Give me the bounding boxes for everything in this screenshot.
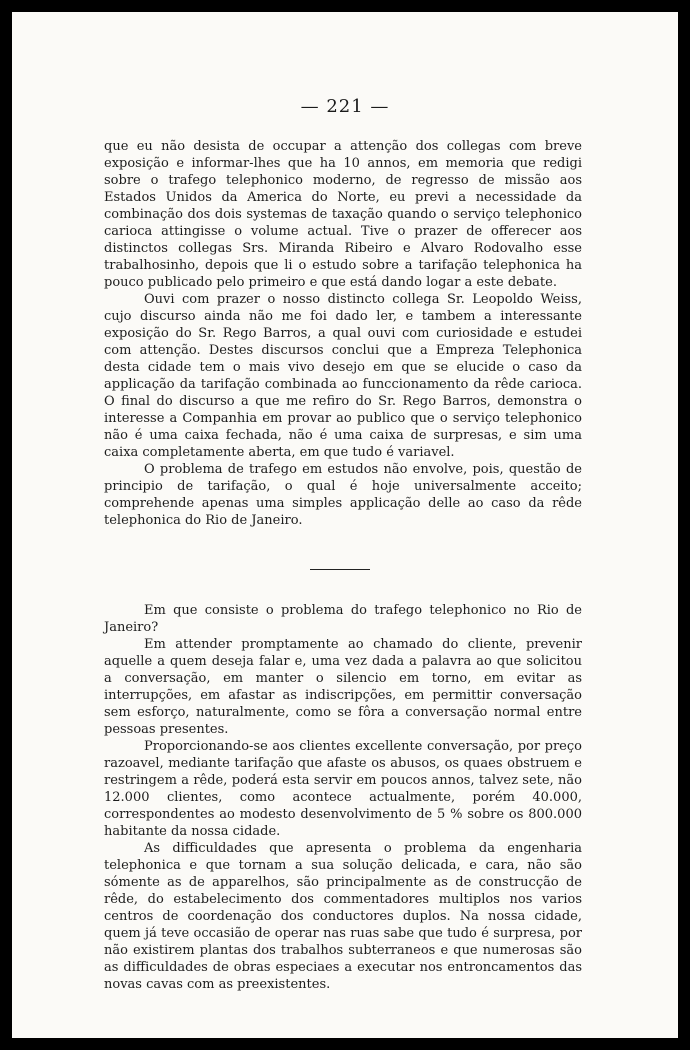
text-section-2: [104, 602, 582, 993]
paragraph: Proporcionando-se aos clientes excellente conversação, por preço razoavel, mediante tarifação que afaste os abusos, os quaes obstruem e restringem a rêde, poderá esta servir em poucos annos, talvez sete, não 12.000 clientes, como acontece actualmente, porém 40.000, correspondentes ao modesto desenvolvimento de 5 % sobre os 800.000 habitante da nossa cidade.: [104, 739, 582, 839]
paragraph: que eu não desista de occupar a attenção dos collegas com breve exposição e informar-lhes que ha 10 annos, em memoria que redigi sobre o trafego telephonico moderno, de regresso de missão aos Estados Unidos da America do Norte, eu previ a necessidade da combinação dos dois systemas de taxação quando o serviço telephonico carioca attingisse o volume actual. Tive o prazer de offerecer aos distinctos collegas Srs. Miranda Ribeiro e Alvaro Rodovalho esse trabalhosinho, depois que li o estudo sobre a tarifação telephonica ha pouco publicado pelo primeiro e que está dando logar a este debate.: [104, 139, 582, 290]
paragraph: Em que consiste o problema do trafego telephonico no Rio de Janeiro?: [104, 603, 582, 635]
paragraph: As difficuldades que apresenta o problema da engenharia telephonica e que tornam a sua solução delicada, e cara, não são sómente as de apparelhos, são principalmente as de construcção de rêde, do estabelecimento dos commentadores multiplos nos varios centros de coordenação dos conductores duplos. Na nossa cidade, quem já teve occasião de operar nas ruas sabe que tudo é surpresa, por não existirem plantas dos trabalhos subterraneos e que numerosas são as difficuldades de obras especiaes a executar nos entroncamentos das novas cavas com as preexistentes.: [104, 841, 582, 992]
document-page: [12, 12, 678, 1038]
section-divider: [310, 569, 370, 570]
text-section-1: [104, 138, 582, 529]
paragraph: Ouvi com prazer o nosso distincto collega Sr. Leopoldo Weiss, cujo discurso ainda não me foi dado ler, e tambem a interessante exposição do Sr. Rego Barros, a qual ouvi com curiosidade e estudei com attenção. Destes discursos conclui que a Empreza Telephonica desta cidade tem o mais vivo desejo em que se elucide o caso da applicação da tarifação combinada ao funccionamento da rêde carioca. O final do discurso a que me refiro do Sr. Rego Barros, demonstra o interesse a Companhia em provar ao publico que o serviço telephonico não é uma caixa fechada, não é uma caixa de surpresas, e sim uma caixa completamente aberta, em que tudo é variavel.: [104, 292, 582, 460]
paragraph: Em attender promptamente ao chamado do cliente, prevenir aquelle a quem deseja falar e, uma vez dada a palavra ao que solicitou a conversação, em manter o silencio em torno, em evitar as interrupções, em afastar as indiscripções, em permittir conversação sem esforço, naturalmente, como se fôra a conversação normal entre pessoas presentes.: [104, 637, 582, 737]
paragraph: O problema de trafego em estudos não envolve, pois, questão de principio de tarifação, o qual é hoje universalmente acceito; comprehende apenas uma simples applicação delle ao caso da rêde telephonica do Rio de Janeiro.: [104, 462, 582, 528]
page-number: — 221 —: [300, 96, 390, 117]
